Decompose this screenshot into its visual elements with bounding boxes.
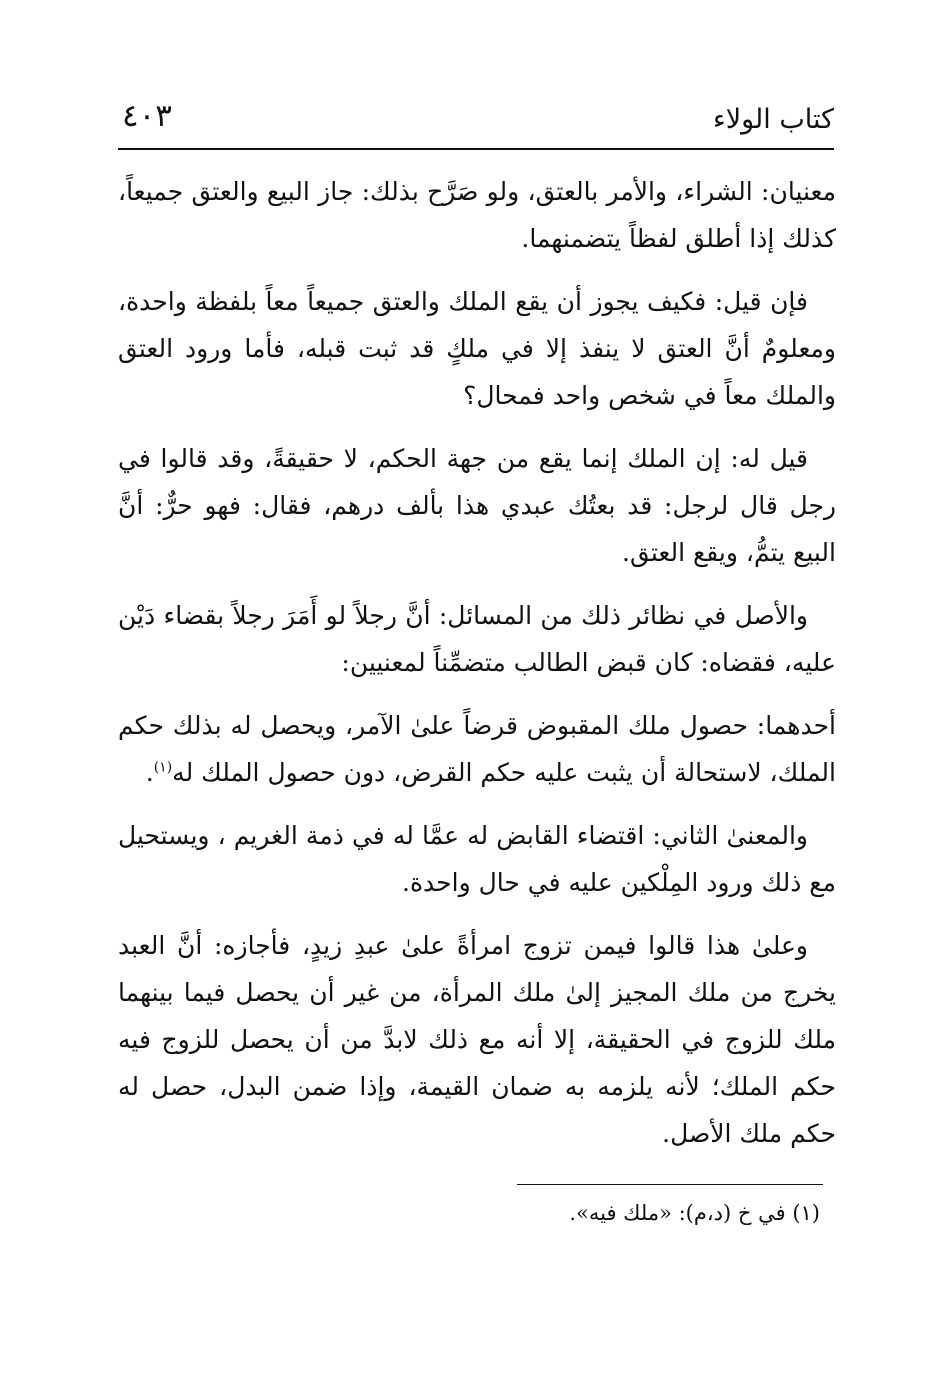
paragraph: والأصل في نظائر ذلك من المسائل: أنَّ رجلاً لو أَمَرَ رجلاً بقضاء دَيْن عليه، فقضاه: كان قبض الطالب متضمِّناً لمعنيين: (118, 601, 836, 677)
paragraph: فإن قيل: فكيف يجوز أن يقع الملك والعتق جميعاً معاً بلفظة واحدة، ومعلومٌ أنَّ العتق لا ينفذ إلا في ملكٍ قد ثبت قبله، فأما ورود العتق والملك معاً في شخص واحد فمحال؟ (118, 287, 836, 410)
paragraph: والمعنىٰ الثاني: اقتضاء القابض له عمَّا له في ذمة الغريم ، ويستحيل مع ذلك ورود المِلْكين عليه في حال واحدة. (118, 821, 836, 897)
paragraph: وعلىٰ هذا قالوا فيمن تزوج امرأةً علىٰ عبدِ زيدٍ، فأجازه: أنَّ العبد يخرج من ملك المجيز إلىٰ ملك المرأة، من غير أن يحصل فيما بينهما ملك للزوج في الحقيقة، إلا أنه مع ذلك لابدَّ من أن يحصل للزوج فيه حكم الملك؛ لأنه يلزمه به ضمان القيمة، وإذا ضمن البدل، حصل له حكم ملك الأصل. (118, 931, 836, 1148)
running-header (118, 98, 834, 148)
paragraph (118, 702, 836, 796)
main-text (118, 168, 836, 1173)
page-number: ٤٠٣ (122, 98, 172, 134)
footnote-rule (517, 1184, 823, 1185)
header-rule (118, 148, 834, 150)
chapter-title: كتاب الولاء (713, 104, 834, 135)
footnote-reference[interactable]: (١) (153, 759, 173, 776)
footnote: (١) في خ (د،م): «ملك فيه». (569, 1201, 820, 1225)
paragraph-end: . (145, 758, 154, 787)
paragraph-text: أحدهما: حصول ملك المقبوض قرضاً علىٰ الآمر، ويحصل له بذلك حكم الملك، لاستحالة أن يثبت عليه حكم القرض، دون حصول الملك له (118, 711, 836, 787)
paragraph: معنيان: الشراء، والأمر بالعتق، ولو صَرَّح بذلك: جاز البيع والعتق جميعاً، كذلك إذا أطلق لفظاً يتضمنهما. (118, 177, 836, 253)
paragraph: قيل له: إن الملك إنما يقع من جهة الحكم، لا حقيقةً، وقد قالوا في رجل قال لرجل: قد بعتُك عبدي هذا بألف درهم، فقال: فهو حرٌّ: أنَّ البيع يتمُّ، ويقع العتق. (118, 444, 836, 567)
